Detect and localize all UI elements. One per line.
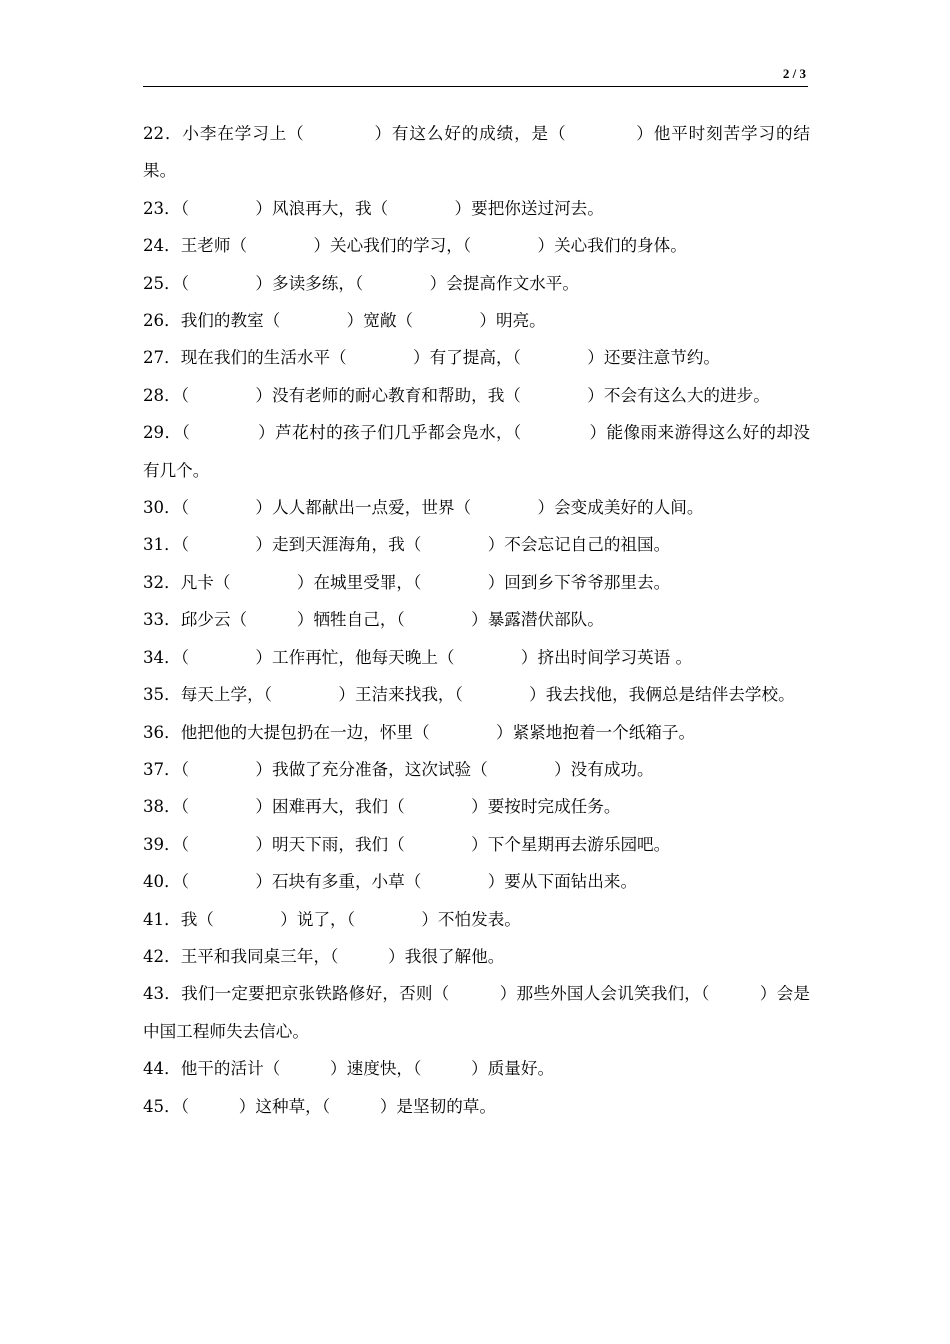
question-28: 28．（ ）没有老师的耐心教育和帮助，我（ ）不会有这么大的进步。: [143, 385, 770, 405]
question-31: 31．（ ）走到天涯海角，我（ ）不会忘记自己的祖国。: [143, 535, 671, 555]
question-27: 27．现在我们的生活水平（ ）有了提高，（ ）还要注意节约。: [143, 348, 721, 368]
question-34: 34．（ ）工作再忙，他每天晚上（ ）挤出时间学习英语 。: [143, 647, 693, 667]
question-25: 25．（ ）多读多练，（ ）会提高作文水平。: [143, 273, 579, 293]
question-26: 26．我们的教室（ ）宽敞（ ）明亮。: [143, 311, 546, 331]
question-23: 23．（ ）风浪再大，我（ ）要把你送过河去。: [143, 198, 604, 218]
header-rule: [143, 86, 808, 87]
question-list: [143, 115, 810, 1125]
question-41: 41．我（ ）说了，（ ）不怕发表。: [143, 909, 521, 929]
question-24: 24．王老师（ ）关心我们的学习，（ ）关心我们的身体。: [143, 236, 687, 256]
question-39: 39．（ ）明天下雨，我们（ ）下个星期再去游乐园吧。: [143, 834, 671, 854]
question-38: 38．（ ）困难再大，我们（ ）要按时完成任务。: [143, 797, 621, 817]
question-36: 36．他把他的大提包扔在一边，怀里（ ）紧紧地抱着一个纸箱子。: [143, 722, 696, 742]
question-29: 29．（ ）芦花村的孩子们几乎都会凫水，（ ）能像雨来游得这么好的却没有几个。: [143, 423, 810, 480]
question-40: 40．（ ）石块有多重，小草（ ）要从下面钻出来。: [143, 872, 638, 892]
question-43: 43．我们一定要把京张铁路修好，否则（ ）那些外国人会讥笑我们，（ ）会是中国工程师失去信心。: [143, 984, 810, 1041]
question-37: 37．（ ）我做了充分准备，这次试验（ ）没有成功。: [143, 759, 654, 779]
page-number: 2 / 3: [782, 66, 806, 81]
question-22: 22．小李在学习上（ ）有这么好的成绩，是（ ）他平时刻苦学习的结果。: [143, 124, 810, 181]
question-42: 42．王平和我同桌三年，（ ）我很了解他。: [143, 946, 505, 966]
question-32: 32．凡卡（ ）在城里受罪，（ ）回到乡下爷爷那里去。: [143, 572, 671, 592]
question-45: 45．（ ）这种草，（ ）是坚韧的草。: [143, 1096, 496, 1116]
question-35: 35．每天上学，（ ）王洁来找我，（ ）我去找他，我俩总是结伴去学校。: [143, 685, 795, 705]
question-44: 44．他干的活计（ ）速度快，（ ）质量好。: [143, 1059, 555, 1079]
question-30: 30．（ ）人人都献出一点爱，世界（ ）会变成美好的人间。: [143, 498, 704, 518]
question-33: 33．邱少云（ ）牺牲自己，（ ）暴露潜伏部队。: [143, 610, 604, 630]
